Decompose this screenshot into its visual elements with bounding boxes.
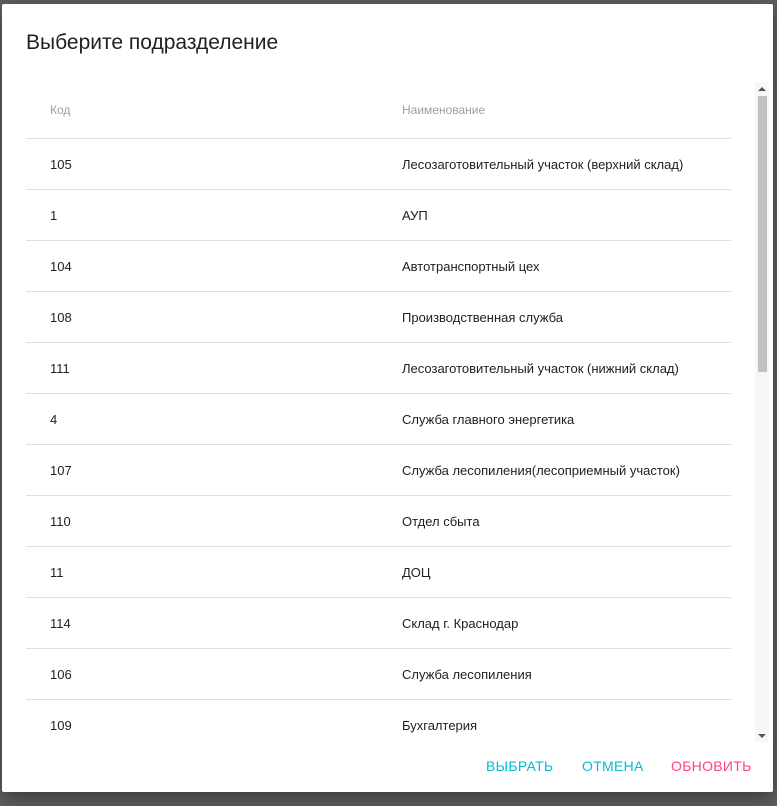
department-code-cell: 111 xyxy=(26,343,378,394)
select-department-dialog xyxy=(2,4,773,792)
cancel-button[interactable]: ОТМЕНА xyxy=(574,748,652,784)
table-row[interactable] xyxy=(26,496,731,547)
table-row[interactable] xyxy=(26,700,731,743)
department-code-cell: 1 xyxy=(26,190,378,241)
table-row[interactable] xyxy=(26,598,731,649)
table-row[interactable] xyxy=(26,343,731,394)
department-code-cell: 105 xyxy=(26,139,378,190)
table-row[interactable] xyxy=(26,394,731,445)
dialog-actions xyxy=(2,742,773,792)
department-code-cell: 11 xyxy=(26,547,378,598)
department-name-cell: Склад г. Краснодар xyxy=(378,598,731,649)
department-code-cell: 107 xyxy=(26,445,378,496)
department-code-cell: 4 xyxy=(26,394,378,445)
department-name-cell: Отдел сбыта xyxy=(378,496,731,547)
refresh-button[interactable]: ОБНОВИТЬ xyxy=(663,748,760,784)
dialog-title: Выберите подразделение xyxy=(26,31,279,54)
department-name-cell: Лесозаготовительный участок (верхний склад) xyxy=(378,139,731,190)
vertical-scrollbar[interactable] xyxy=(755,82,769,742)
table-header-row xyxy=(26,82,731,139)
scrollbar-thumb[interactable] xyxy=(758,96,767,372)
department-table xyxy=(26,82,731,742)
department-name-cell: ДОЦ xyxy=(378,547,731,598)
department-name-cell: Бухгалтерия xyxy=(378,700,731,743)
department-code-cell: 106 xyxy=(26,649,378,700)
department-name-cell: Автотранспортный цех xyxy=(378,241,731,292)
department-name-cell: Лесозаготовительный участок (нижний склад) xyxy=(378,343,731,394)
department-name-cell: Служба лесопиления(лесоприемный участок) xyxy=(378,445,731,496)
table-row[interactable] xyxy=(26,190,731,241)
table-row[interactable] xyxy=(26,241,731,292)
table-row[interactable] xyxy=(26,292,731,343)
department-code-cell: 110 xyxy=(26,496,378,547)
department-table-container xyxy=(26,82,756,742)
department-name-cell: Служба главного энергетика xyxy=(378,394,731,445)
scroll-up-arrow-icon[interactable] xyxy=(758,87,766,91)
table-row[interactable] xyxy=(26,547,731,598)
column-header-name[interactable]: Наименование xyxy=(378,82,731,139)
column-header-code[interactable]: Код xyxy=(26,82,378,139)
select-button[interactable]: ВЫБРАТЬ xyxy=(478,748,561,784)
department-name-cell: АУП xyxy=(378,190,731,241)
table-row[interactable] xyxy=(26,649,731,700)
scroll-down-arrow-icon[interactable] xyxy=(758,734,766,738)
table-row[interactable] xyxy=(26,139,731,190)
department-name-cell: Производственная служба xyxy=(378,292,731,343)
department-name-cell: Служба лесопиления xyxy=(378,649,731,700)
department-code-cell: 104 xyxy=(26,241,378,292)
department-code-cell: 114 xyxy=(26,598,378,649)
department-code-cell: 108 xyxy=(26,292,378,343)
table-row[interactable] xyxy=(26,445,731,496)
department-code-cell: 109 xyxy=(26,700,378,743)
